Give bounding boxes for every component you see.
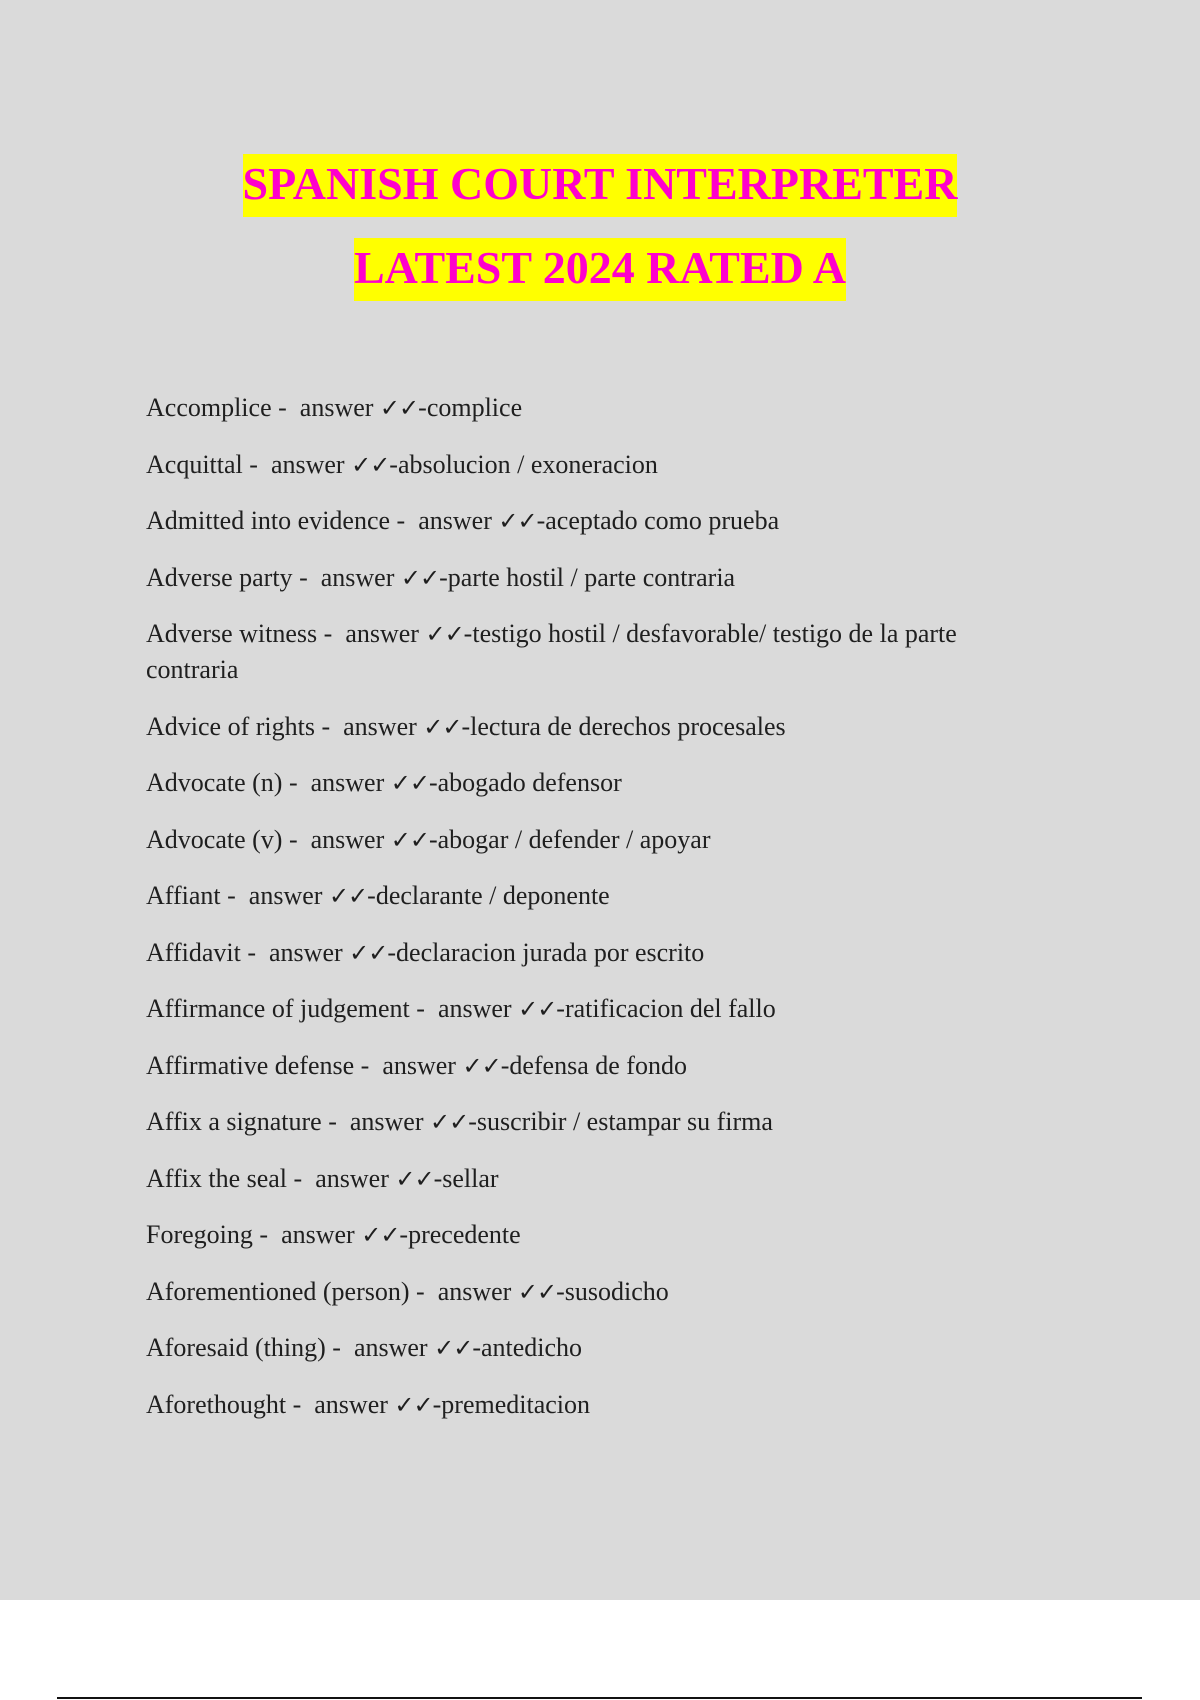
answer-dash: -: [389, 449, 398, 479]
entry-term: Advocate (n): [146, 768, 283, 797]
entry-translation: sellar: [442, 1163, 499, 1193]
glossary-entry: [146, 1274, 1046, 1310]
entry-translation: susodicho: [564, 1276, 669, 1306]
entry-separator: -: [409, 1276, 438, 1306]
answer-dash: -: [418, 393, 427, 422]
entry-term: Advice of rights: [146, 711, 315, 741]
glossary-entry: [146, 1387, 1046, 1423]
answer-label: answer: [437, 1276, 512, 1306]
answer-dash: -: [367, 881, 376, 910]
entry-separator: -: [240, 937, 270, 967]
entry-separator: -: [252, 1220, 282, 1249]
double-check-icon: ✓✓: [423, 712, 462, 741]
entry-separator: -: [409, 994, 438, 1023]
double-check-icon: ✓✓: [328, 882, 368, 910]
answer-label: answer: [320, 562, 395, 592]
double-check-icon: ✓✓: [394, 1390, 433, 1419]
answer-label: answer: [299, 393, 374, 422]
double-check-icon: ✓✓: [498, 507, 537, 535]
entry-translation: ratificacion del fallo: [564, 994, 776, 1023]
entry-term: Admitted into evidence: [146, 506, 391, 535]
double-check-icon: ✓✓: [430, 1108, 469, 1136]
double-check-icon: ✓✓: [462, 1051, 501, 1080]
answer-label: answer: [281, 1220, 355, 1249]
glossary-entry: [146, 878, 1046, 914]
entry-translation: aceptado como prueba: [545, 506, 780, 535]
entry-term: Accomplice: [146, 393, 272, 422]
entry-translation: declarante / deponente: [375, 881, 610, 910]
glossary-entry: [146, 1104, 1046, 1140]
entry-translation: lectura de derechos procesales: [470, 711, 786, 741]
double-check-icon: ✓✓: [517, 1277, 557, 1306]
entry-translation: precedente: [408, 1220, 521, 1249]
glossary-entry: [146, 1217, 1046, 1253]
answer-label: answer: [314, 1389, 388, 1419]
glossary-entry: [146, 447, 1046, 483]
glossary-entry: [146, 765, 1046, 801]
entry-separator: -: [220, 881, 249, 910]
double-check-icon: ✓✓: [351, 450, 390, 479]
entry-separator: -: [282, 768, 311, 797]
answer-label: answer: [343, 711, 417, 741]
answer-label: answer: [437, 994, 512, 1023]
answer-dash: -: [428, 824, 438, 854]
entry-translation: premeditacion: [441, 1389, 591, 1419]
entry-term: Affirmance of judgement: [146, 994, 410, 1023]
glossary-entry: [146, 1048, 1046, 1084]
entry-term: Adverse party: [146, 562, 293, 592]
glossary-entry: [146, 560, 1046, 596]
glossary-entry: [146, 709, 1046, 745]
document-title: [0, 142, 1200, 310]
glossary-entry: [146, 935, 1046, 971]
double-check-icon: ✓✓: [400, 563, 440, 592]
glossary-entry: [146, 616, 1046, 688]
entry-separator: -: [292, 562, 321, 592]
answer-dash: -: [461, 711, 471, 741]
double-check-icon: ✓✓: [379, 394, 419, 422]
double-check-icon: ✓✓: [395, 1164, 434, 1193]
entry-separator: -: [325, 1333, 354, 1362]
entry-separator: -: [242, 449, 271, 479]
entry-separator: -: [354, 1050, 383, 1080]
entry-term: Aforethought: [146, 1389, 287, 1419]
double-check-icon: ✓✓: [349, 938, 388, 967]
answer-label: answer: [382, 1050, 456, 1080]
entry-term: Foregoing: [146, 1220, 253, 1249]
double-check-icon: ✓✓: [518, 995, 557, 1023]
glossary-entry: [146, 822, 1046, 858]
answer-dash: -: [468, 1107, 477, 1136]
entry-term: Affix the seal: [146, 1163, 288, 1193]
answer-dash: -: [536, 506, 546, 535]
entry-term: Affix a signature: [146, 1107, 322, 1136]
glossary-list: [146, 390, 1046, 1443]
answer-label: answer: [418, 506, 492, 535]
entry-translation: defensa de fondo: [509, 1050, 687, 1080]
double-check-icon: ✓✓: [361, 1221, 400, 1249]
entry-separator: -: [271, 393, 300, 422]
answer-dash: -: [432, 1389, 442, 1419]
entry-term: Advocate (v): [146, 824, 283, 854]
answer-label: answer: [310, 768, 385, 797]
entry-term: Affirmative defense: [146, 1050, 355, 1080]
entry-term: Affiant: [146, 881, 221, 910]
title-line-2: [0, 226, 1200, 310]
glossary-entry: [146, 503, 1046, 539]
answer-label: answer: [349, 1107, 424, 1136]
entry-translation: absolucion / exoneracion: [397, 449, 658, 479]
entry-separator: -: [314, 711, 344, 741]
title-line-1: [0, 142, 1200, 226]
entry-term: Acquittal: [146, 449, 243, 479]
answer-label: answer: [270, 449, 345, 479]
entry-separator: -: [282, 824, 311, 854]
entry-translation: testigo hostil / desfavorable/ testigo de la parte contraria: [146, 619, 957, 684]
entry-translation: parte hostil / parte contraria: [447, 562, 736, 592]
glossary-entry: [146, 991, 1046, 1027]
answer-dash: -: [556, 994, 565, 1023]
double-check-icon: ✓✓: [434, 1334, 473, 1362]
entry-translation: complice: [426, 393, 523, 422]
answer-label: answer: [353, 1333, 428, 1362]
answer-dash: -: [463, 619, 473, 648]
double-check-icon: ✓✓: [425, 620, 464, 648]
answer-dash: -: [500, 1050, 510, 1080]
entry-separator: -: [286, 1389, 315, 1419]
answer-label: answer: [315, 1163, 389, 1193]
glossary-entry: [146, 1161, 1046, 1197]
entry-separator: -: [317, 619, 346, 648]
answer-label: answer: [248, 881, 323, 910]
glossary-entry: [146, 390, 1046, 426]
entry-translation: abogado defensor: [437, 768, 622, 797]
entry-term: Aforementioned (person): [146, 1276, 410, 1306]
title-text-1: SPANISH COURT INTERPRETER: [243, 154, 958, 217]
answer-dash: -: [556, 1276, 565, 1306]
title-text-2: LATEST 2024 RATED A: [354, 238, 846, 301]
entry-translation: abogar / defender / apoyar: [437, 824, 711, 854]
entry-term: Affidavit: [146, 937, 241, 967]
answer-label: answer: [269, 937, 343, 967]
answer-dash: -: [472, 1333, 481, 1362]
entry-translation: suscribir / estampar su firma: [476, 1107, 773, 1136]
entry-term: Aforesaid (thing): [146, 1333, 326, 1362]
answer-dash: -: [399, 1220, 409, 1249]
answer-label: answer: [310, 824, 385, 854]
double-check-icon: ✓✓: [390, 769, 429, 797]
entry-term: Adverse witness: [146, 619, 318, 648]
answer-dash: -: [439, 562, 448, 592]
answer-dash: -: [433, 1163, 443, 1193]
entry-translation: declaracion jurada por escrito: [396, 937, 705, 967]
answer-dash: -: [428, 768, 438, 797]
entry-separator: -: [287, 1163, 316, 1193]
answer-dash: -: [387, 937, 397, 967]
entry-separator: -: [390, 506, 419, 535]
footer-divider: [57, 1697, 1142, 1699]
glossary-entry: [146, 1330, 1046, 1366]
answer-label: answer: [345, 619, 419, 648]
entry-separator: -: [321, 1107, 350, 1136]
entry-translation: antedicho: [480, 1333, 583, 1362]
double-check-icon: ✓✓: [390, 825, 429, 854]
